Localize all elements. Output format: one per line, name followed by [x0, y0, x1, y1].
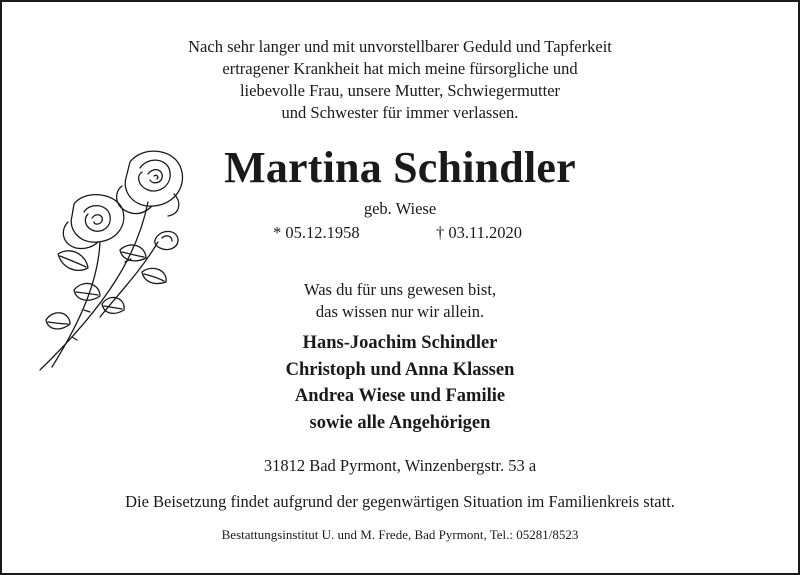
intro-line: liebevolle Frau, unsere Mutter, Schwiegermutter — [239, 81, 561, 100]
verse — [2, 279, 798, 323]
mourner: Andrea Wiese und Familie — [294, 386, 506, 406]
burial-note: Die Beisetzung findet aufgrund der gegenwärtigen Situation im Familienkreis statt. — [125, 492, 675, 511]
mourner: sowie alle Angehörigen — [309, 412, 491, 433]
intro-line: ertragener Krankheit hat mich meine fürsorgliche und — [222, 59, 578, 78]
maiden-name: geb. Wiese — [363, 199, 437, 218]
intro-line: Nach sehr langer und mit unvorstellbarer Geduld und Tapferkeit — [188, 37, 612, 56]
verse-line: das wissen nur wir allein. — [315, 302, 485, 321]
intro-text — [2, 36, 798, 124]
death-date: † 03.11.2020 — [436, 223, 523, 242]
mourners-list — [2, 330, 798, 436]
birth-date: * 05.12.1958 — [273, 223, 360, 242]
verse-line: Was du für uns gewesen bist, — [303, 280, 497, 299]
intro-line: und Schwester für immer verlassen. — [281, 103, 519, 122]
undertaker-info: Bestattungsinstitut U. und M. Frede, Bad Pyrmont, Tel.: 05281/8523 — [221, 527, 579, 542]
mourner: Hans-Joachim Schindler — [302, 333, 498, 353]
deceased-name: Martina Schindler — [224, 143, 576, 192]
mourner: Christoph und Anna Klassen — [285, 359, 515, 380]
family-address: 31812 Bad Pyrmont, Winzenbergstr. 53 a — [263, 456, 537, 475]
